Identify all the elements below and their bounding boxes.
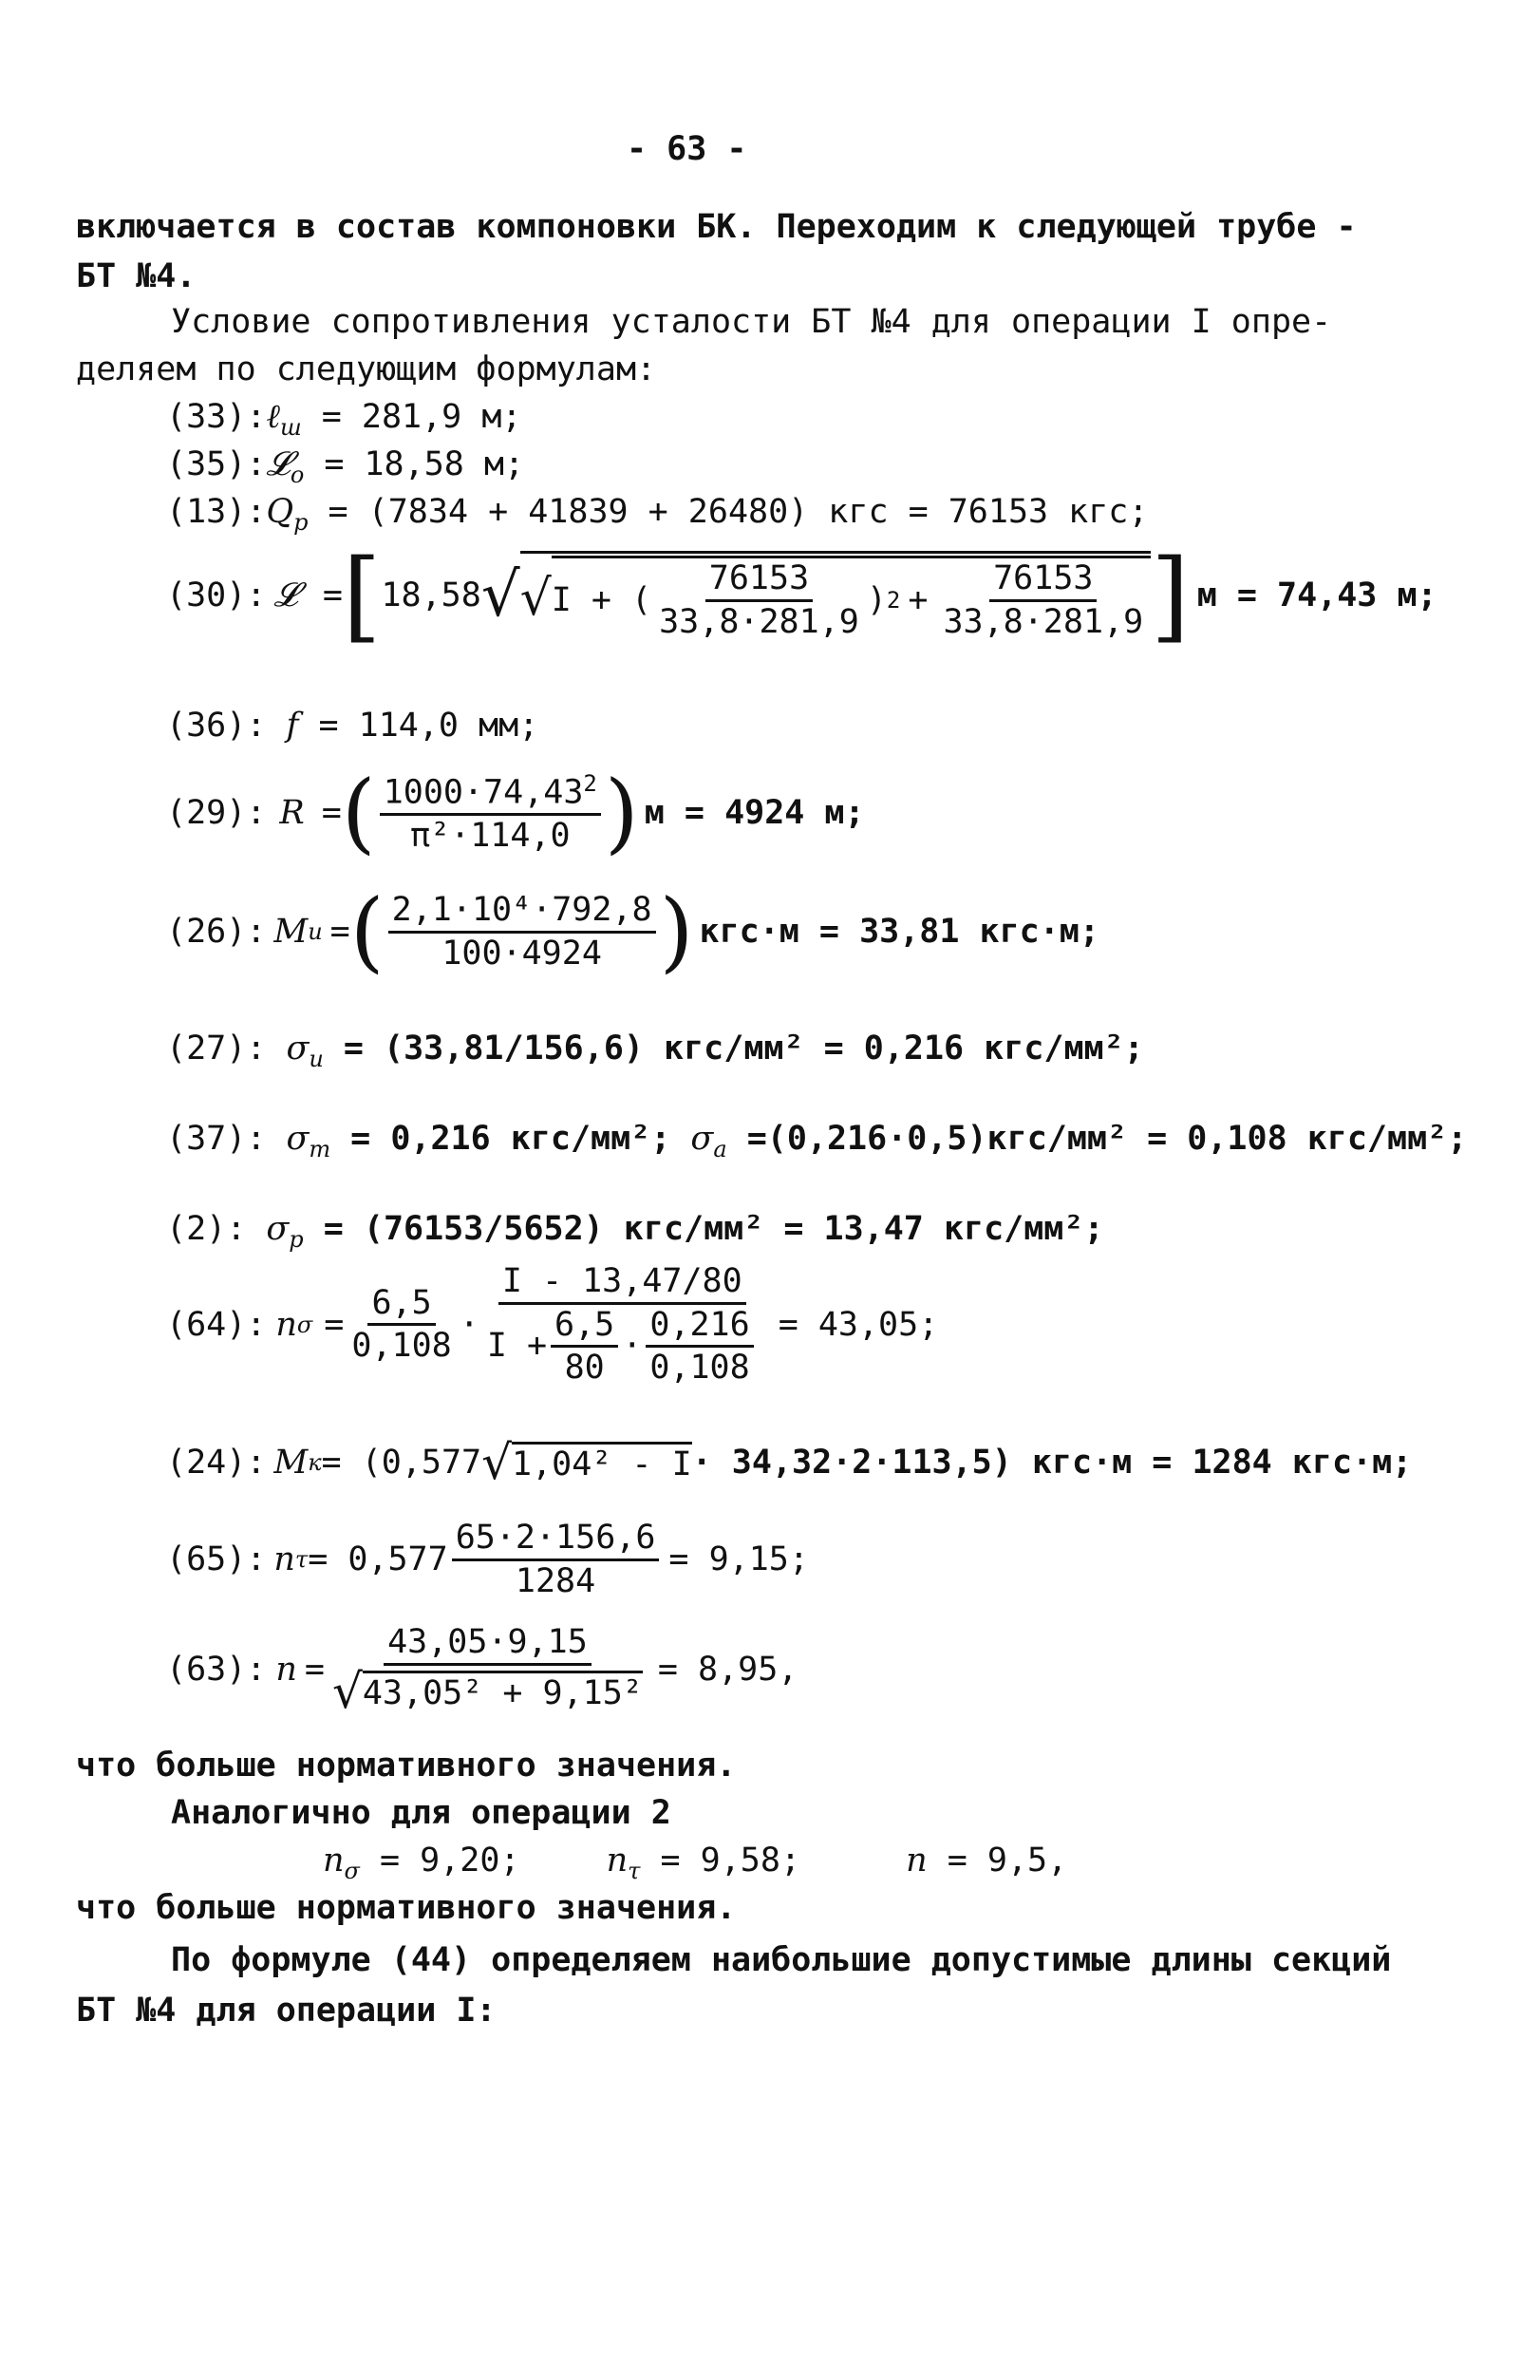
eq-subscript: σ [296,1311,313,1338]
eq-symbol: n [275,1650,297,1689]
eq-power: 2 [886,586,901,614]
fraction-1 [655,560,863,640]
left-bracket: [ [342,538,382,653]
eq-subscript: m [309,1136,331,1162]
eq-value: = 281,9 м; [301,398,522,436]
n-symbol: n [906,1842,928,1879]
eq-value: = 114,0 мм; [298,707,539,745]
eq-subscript: р [289,1226,304,1253]
fraction-denominator: I + $\frac{6,5}{80}$ · $\frac{0,216}{0,108}$ [483,1305,761,1387]
fraction [329,1623,647,1719]
eq-ref: (26): [166,912,267,951]
equation-37 [166,1121,1467,1162]
eq-value: = 18,58 м; [304,445,525,483]
equation-13 [166,494,1148,535]
eq-equals: = [304,1650,325,1689]
eq-ref: (30): [166,576,267,614]
fraction-4: $\frac{0,216}{0,108}$ [646,1307,753,1387]
eq-value: = (76153/5652) кгс/мм² = 13,47 кгс/мм²; [303,1210,1104,1248]
eq-symbol: M [273,912,309,951]
eq-equals: = [322,576,343,614]
n-tau-symbol: $n_\tau$ [606,1842,641,1884]
sqrt-icon: √ [480,560,520,631]
eq-ref: (65): [166,1539,267,1578]
sqrt-icon: √ [481,1435,512,1490]
equation-29 [166,762,865,863]
eq-plus: + [908,580,929,619]
eq-value: = (7834 + 41839 + 26480) кгс = 76153 кгс; [308,493,1149,531]
eq-ref: (29): [166,793,267,832]
fraction-numerator: $1000\cdot 74,43^2$ [380,771,601,816]
text-more-2: что больше нормативного значения. [76,1889,737,1927]
eq-symbol: ℓ [266,398,280,436]
inner-radicand: I + ( $\frac{76153}{33,8\cdot 281,9}$ ) 2 + $\frac{76153}{33,8\cdot 281,9}$ [552,556,1151,640]
eq-symbol: n [275,1305,297,1344]
eq-equals: = [324,1305,345,1344]
eq-result: = 9,15; [668,1539,809,1578]
eq-result: кгс·м = 33,81 кгс·м; [699,912,1099,951]
n-sigma-symbol: $n_\sigma$ [323,1842,360,1884]
eq-equals: = [321,793,342,832]
eq-coef: = 0,577 [308,1539,448,1578]
eq-symbol: 𝓛 [266,445,291,483]
equation-30 [166,538,1437,653]
eq-subscript: τ [294,1545,309,1573]
right-bracket: ] [1151,538,1190,653]
fraction-numerator: I - 13,47/80 [498,1263,746,1305]
eq-result: = 8,95, [657,1650,798,1689]
eq-ref: (27): [166,1029,267,1067]
fraction [452,1520,660,1599]
eq-symbol: σ [286,1029,310,1067]
fraction-denominator: 33,8·281,9 [659,602,859,641]
fraction-denominator: √ 43,05² + 9,15² [331,1663,643,1719]
equation-2 [166,1211,1104,1252]
eq-ref: (36): [166,707,267,745]
fraction-numerator: 2,1·10⁴·792,8 [388,892,656,934]
fraction-numerator: 6,5 [367,1285,435,1327]
left-paren: ( [341,762,376,863]
eq-ref: (33): [166,398,267,436]
eq-ref: (37): [166,1120,267,1158]
fraction-denominator: 0,108 [351,1327,452,1366]
equation-63 [166,1623,798,1719]
inner-sqrt-icon: √ [519,569,552,627]
eq-subscript: и [308,917,323,945]
equation-26 [166,880,1099,982]
equation-36 [166,708,538,745]
fraction-numerator: 76153 [989,560,1097,602]
eq-ref: (2): [166,1210,247,1248]
eq-symbol: f [286,707,299,745]
right-paren: ) [659,880,694,982]
eq-ref: (24): [166,1443,267,1482]
n-sigma-value: = 9,20; [380,1842,520,1879]
fraction-denominator: π²·114,0 [410,817,571,856]
eq-ref: (13): [166,493,267,531]
fraction-denominator: 33,8·281,9 [943,602,1144,641]
sqrt-icon: √ [331,1663,363,1719]
equation-24 [166,1435,1413,1490]
eq-value: = (33,81/156,6) кгс/мм² = 0,216 кгс/мм²; [323,1029,1144,1067]
text-more-1: что больше нормативного значения. [76,1747,737,1785]
intro-line-3: Условие сопротивления усталости БТ №4 для операции I опре- [171,303,1332,341]
equation-64: (64): n σ = $\frac{6,5}{0,108}$ · I - 13,47/80 I + $\frac{6,5}{80}$ · $\frac{0,216}{0,108}$ = 43,05; [166,1262,939,1387]
eq-symbol: R [279,793,305,832]
fraction [380,771,601,855]
intro-line-4: деляем по следующим формулам: [76,350,657,388]
equation-33 [166,399,521,440]
eq-symbol-2: σ [690,1120,714,1158]
fraction-2 [939,560,1147,640]
eq-ref: (63): [166,1650,267,1689]
outro-line-1: По формуле (44) определяем наибольшие допустимые длины секций [171,1941,1392,1979]
fraction-numerator: 65·2·156,6 [452,1520,660,1561]
intro-line-2: БТ №4. [76,257,197,295]
left-paren: ( [349,880,385,982]
fraction-numerator: 76153 [705,560,813,602]
eq-subscript: и [309,1046,324,1072]
fraction-1 [347,1285,455,1365]
equation-35 [166,446,524,487]
eq-part-1: = (0,577 [321,1443,482,1482]
eq-symbol: Q [266,493,294,531]
eq-subscript-2: a [713,1136,727,1162]
n-value: = 9,5, [947,1842,1068,1879]
fraction-denominator: 100·4924 [441,934,602,973]
page-number: - 63 - [627,130,747,168]
fraction-3: $\frac{6,5}{80}$ [551,1307,618,1387]
eq-value-2: =(0,216·0,5)кгс/мм² = 0,108 кгс/мм²; [726,1120,1468,1158]
eq-symbol: σ [266,1210,290,1248]
eq-part-2: · 34,32·2·113,5) кгс·м = 1284 кгс·м; [691,1443,1413,1482]
fraction-denominator: 1284 [515,1561,596,1600]
eq-subscript: о [290,462,305,488]
eq-value-1: = 0,216 кгс/мм²; [330,1120,691,1158]
eq-coef: 18,58 [381,576,481,614]
fraction-2 [483,1263,761,1387]
eq-result: = 43,05; [778,1305,939,1344]
eq-symbol: n [273,1539,295,1578]
equation-27 [166,1030,1144,1071]
fraction-numerator: 43,05·9,15 [384,1624,592,1666]
operation-2-values [323,1842,1067,1883]
eq-symbol: 𝓛 [273,576,298,614]
eq-subscript: р [293,509,309,536]
eq-symbol: σ [286,1120,310,1158]
eq-subscript: ш [279,414,302,441]
eq-one: I + ( [551,580,652,619]
eq-symbol: M [273,1443,309,1482]
eq-equals: = [329,912,350,951]
eq-ref: (35): [166,445,267,483]
eq-result: м = 74,43 м; [1196,576,1437,614]
eq-result: м = 4924 м; [644,793,865,832]
eq-subscript: к [308,1448,322,1476]
eq-ref: (64): [166,1305,267,1344]
n-tau-value: = 9,58; [660,1842,801,1879]
right-paren: ) [604,762,639,863]
radicand [520,551,1152,640]
outro-line-2: БТ №4 для операции I: [76,1992,497,2030]
intro-line-1: включается в состав компоновки БК. Переходим к следующей трубе - [76,208,1357,246]
radicand: 1,04² - I [512,1442,692,1483]
equation-65 [166,1520,809,1599]
fraction [388,892,656,972]
text-similar: Аналогично для операции 2 [171,1794,671,1832]
